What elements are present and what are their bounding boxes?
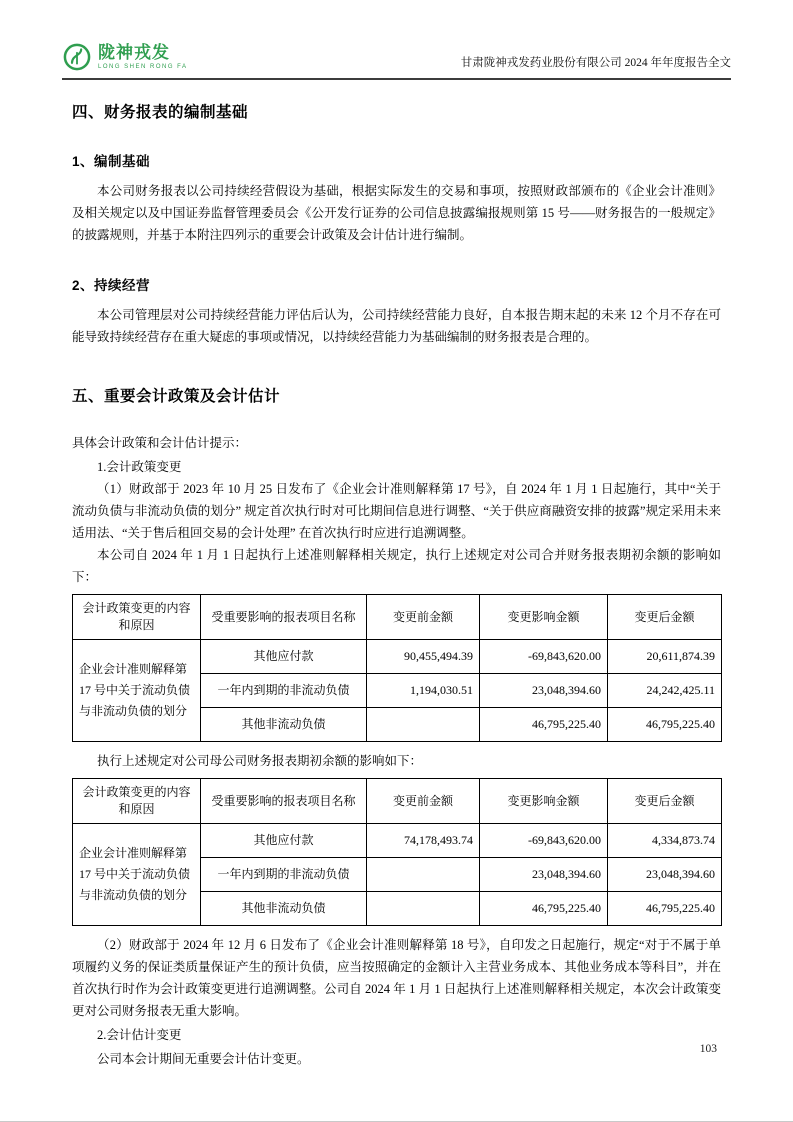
row-item: 其他应付款 [201, 824, 367, 858]
amount-impact: -69,843,620.00 [480, 640, 608, 674]
amount-before: 1,194,030.51 [367, 674, 480, 708]
company-logo [62, 42, 188, 72]
col-header-after: 变更后金额 [608, 595, 722, 640]
brand-name: 陇神戎发 [98, 43, 170, 63]
row-item: 其他应付款 [201, 640, 367, 674]
col-header-reason: 会计政策变更的内容和原因 [73, 595, 201, 640]
row-group-label: 企业会计准则解释第 17 号中关于流动负债与非流动负债的划分 [73, 640, 201, 742]
amount-before [367, 858, 480, 892]
amount-before [367, 892, 480, 926]
consolidated-table-intro: 本公司自 2024 年 1 月 1 日起执行上述准则解释相关规定，执行上述规定对公司合并财务报表期初余额的影响如下： [72, 548, 721, 584]
estimate-change-item: 2.会计估计变更 [97, 1028, 182, 1042]
amount-after: 24,242,425.11 [608, 674, 722, 708]
section-5-intro: 具体会计政策和会计估计提示： [72, 436, 248, 450]
policy-change-paragraph-1: （1）财政部于 2023 年 10 月 25 日发布了《企业会计准则解释第 17 号》，自 2024 年 1 月 1 日起施行，其中“关于流动负债与非流动负债的划分” 规定首次执行时对可比期间信息进行调整、“关于供应商融资安排的披露”规定采用未来适用法、“关于售后租回交易的会计处理” 在首次执行时应进行追溯调整。 [72, 482, 721, 540]
section-4-1-paragraph: 本公司财务报表以公司持续经营假设为基础，根据实际发生的交易和事项，按照财政部颁布的《企业会计准则》及相关规定以及中国证券监督管理委员会《公开发行证券的公司信息披露编报规则第 15 号——财务报告的一般规定》的披露规则，并基于本附注四列示的重要会计政策及会计估计进行编制。 [72, 184, 721, 242]
estimate-change-paragraph: 公司本会计期间无重要会计估计变更。 [97, 1052, 310, 1066]
section-4-2-title: 2、持续经营 [72, 278, 151, 293]
section-5-title: 五、重要会计政策及会计估计 [72, 388, 281, 405]
amount-impact: 46,795,225.40 [480, 892, 608, 926]
table-row [73, 640, 722, 674]
document-title: 甘肃陇神戎发药业股份有限公司 2024 年年度报告全文 [460, 57, 731, 69]
col-header-impact: 变更影响金额 [480, 779, 608, 824]
amount-impact: 23,048,394.60 [480, 858, 608, 892]
col-header-impact: 变更影响金额 [480, 595, 608, 640]
amount-after: 23,048,394.60 [608, 858, 722, 892]
section-4-1-title: 1、编制基础 [72, 154, 151, 169]
table-row [73, 824, 722, 858]
table-header-row [73, 779, 722, 824]
amount-after: 46,795,225.40 [608, 708, 722, 742]
row-item: 其他非流动负债 [201, 892, 367, 926]
parent-company-impact-table [72, 778, 722, 926]
amount-before [367, 708, 480, 742]
parent-table-intro: 执行上述规定对公司母公司财务报表期初余额的影响如下： [97, 754, 423, 768]
col-header-item: 受重要影响的报表项目名称 [201, 595, 367, 640]
amount-after: 20,611,874.39 [608, 640, 722, 674]
col-header-item: 受重要影响的报表项目名称 [201, 779, 367, 824]
brand-subtitle: LONG SHEN RONG FA [98, 63, 188, 70]
amount-impact: 23,048,394.60 [480, 674, 608, 708]
col-header-reason: 会计政策变更的内容和原因 [73, 779, 201, 824]
amount-impact: 46,795,225.40 [480, 708, 608, 742]
row-item: 一年内到期的非流动负债 [201, 858, 367, 892]
page-header [62, 42, 731, 80]
company-logo-icon [62, 42, 92, 72]
policy-change-paragraph-2: （2）财政部于 2024 年 12 月 6 日发布了《企业会计准则解释第 18 号》，自印发之日起施行，规定“对于不属于单项履约义务的保证类质量保证产生的预计负债，应当按照确定的金额计入主营业务成本、其他业务成本等科目”，并在首次执行时作为会计政策变更进行追溯调整。公司自 2024 年 1 月 1 日起执行上述准则解释相关规定，本次会计政策变更对公司财务报表无重大影响。 [72, 938, 721, 1018]
row-group-label: 企业会计准则解释第 17 号中关于流动负债与非流动负债的划分 [73, 824, 201, 926]
page-number: 103 [699, 1043, 717, 1055]
amount-impact: -69,843,620.00 [480, 824, 608, 858]
section-4-2-paragraph: 本公司管理层对公司持续经营能力评估后认为，公司持续经营能力良好，自本报告期末起的未来 12 个月不存在可能导致持续经营存在重大疑虑的事项或情况，以持续经营能力为基础编制的财务报表是合理的。 [72, 308, 721, 344]
page-content [0, 100, 793, 1070]
col-header-before: 变更前金额 [367, 779, 480, 824]
amount-before: 90,455,494.39 [367, 640, 480, 674]
table-header-row [73, 595, 722, 640]
row-item: 其他非流动负债 [201, 708, 367, 742]
col-header-after: 变更后金额 [608, 779, 722, 824]
policy-change-item: 1.会计政策变更 [97, 460, 182, 474]
section-4-title: 四、财务报表的编制基础 [72, 104, 249, 121]
amount-after: 46,795,225.40 [608, 892, 722, 926]
amount-before: 74,178,493.74 [367, 824, 480, 858]
row-item: 一年内到期的非流动负债 [201, 674, 367, 708]
col-header-before: 变更前金额 [367, 595, 480, 640]
amount-after: 4,334,873.74 [608, 824, 722, 858]
logo-text [98, 44, 188, 70]
consolidated-impact-table [72, 594, 722, 742]
